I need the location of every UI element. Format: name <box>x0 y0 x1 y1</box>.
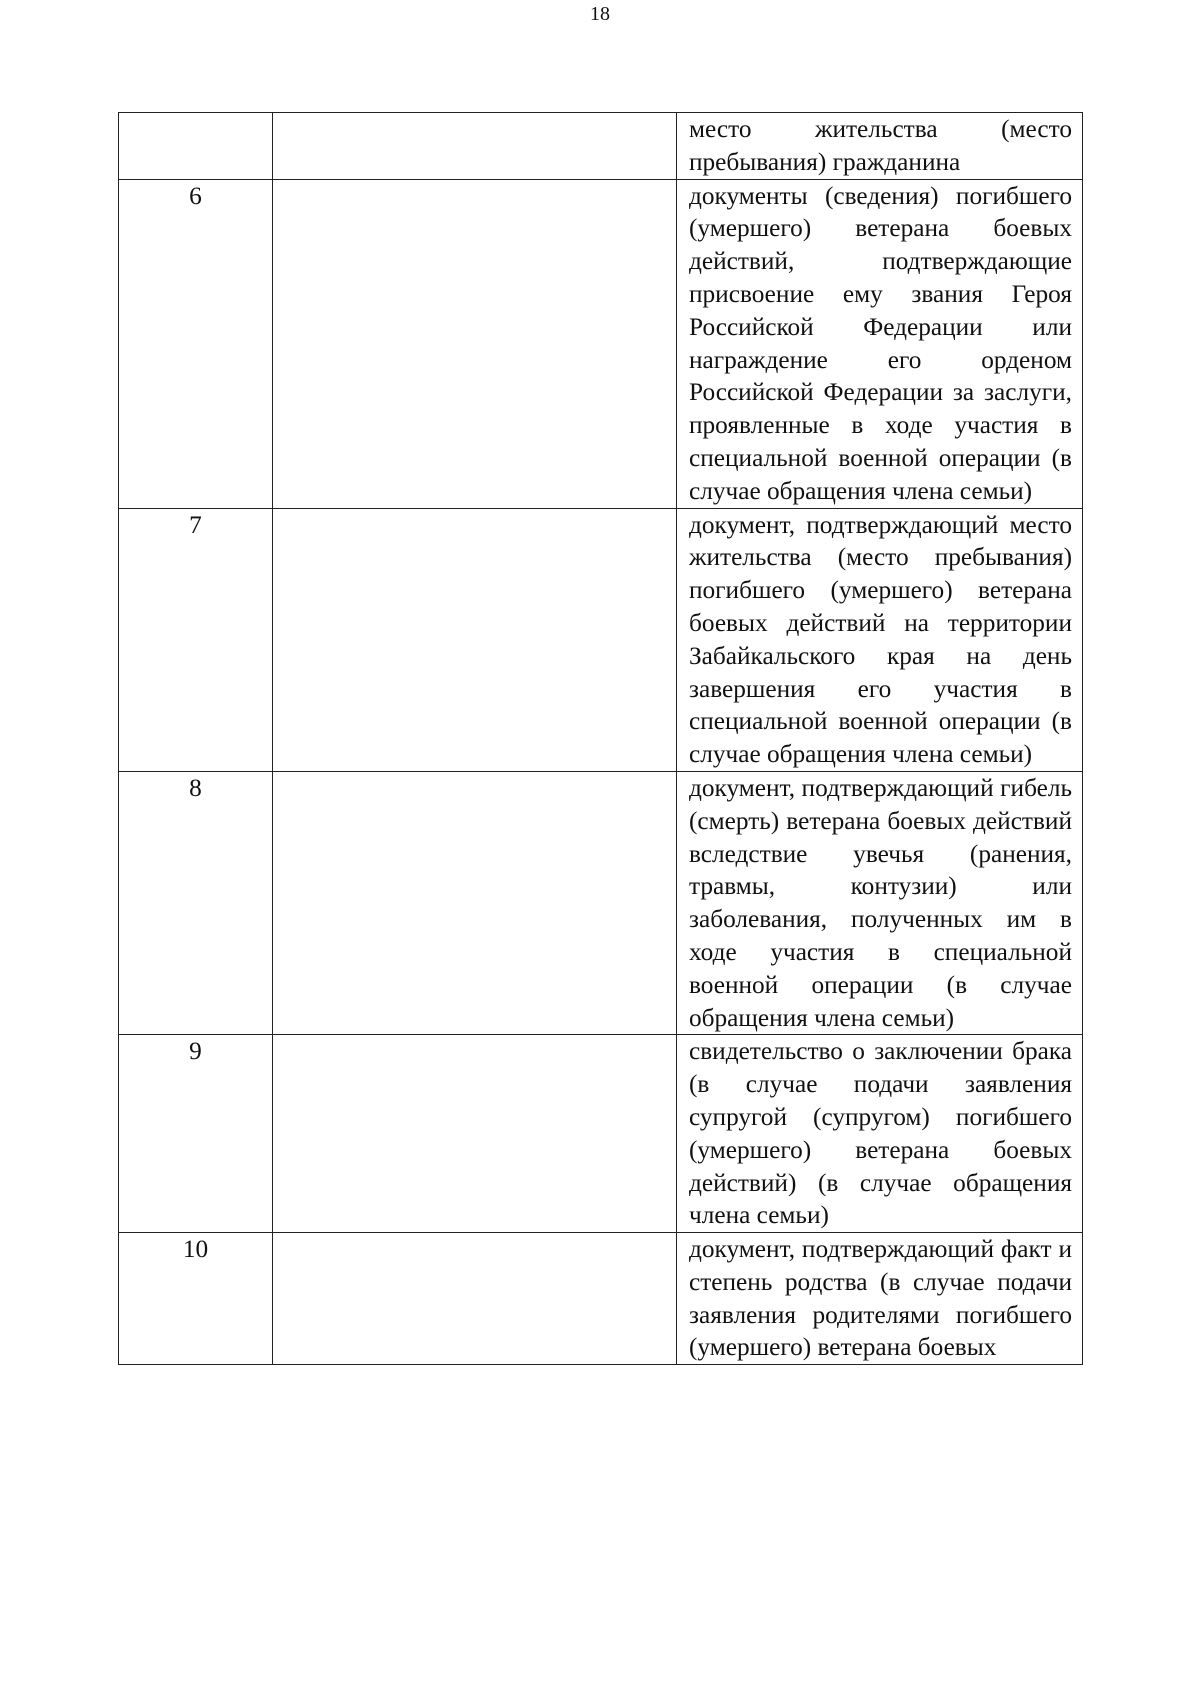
row-middle-cell <box>273 1233 677 1365</box>
row-document-text: место жительства (место пребывания) гражданина <box>689 115 1072 176</box>
row-middle-cell <box>273 179 677 508</box>
row-number: 6 <box>119 179 273 508</box>
table-row <box>119 771 1083 1034</box>
row-number <box>119 113 273 180</box>
row-document-cell <box>677 1233 1083 1365</box>
table-row <box>119 1035 1083 1233</box>
row-middle-cell <box>273 771 677 1034</box>
row-middle-cell <box>273 113 677 180</box>
row-document-text: свидетельство о заключении брака (в случае подачи заявления супругой (супругом) погибшего (умершего) ветерана боевых действий) (в случае обращения члена семьи) <box>689 1037 1072 1230</box>
row-middle-cell <box>273 508 677 771</box>
row-number: 10 <box>119 1233 273 1365</box>
table-row <box>119 179 1083 508</box>
table-row <box>119 508 1083 771</box>
row-document-cell <box>677 771 1083 1034</box>
row-document-cell <box>677 179 1083 508</box>
row-number: 9 <box>119 1035 273 1233</box>
page-number: 18 <box>590 3 610 25</box>
row-document-cell <box>677 508 1083 771</box>
documents-table <box>118 112 1083 1365</box>
row-document-text: документ, подтверждающий факт и степень родства (в случае подачи заявления родителями погибшего (умершего) ветерана боевых <box>689 1235 1072 1362</box>
row-number: 8 <box>119 771 273 1034</box>
row-document-text: документы (сведения) погибшего (умершего) ветерана боевых действий, подтверждающие присвоение ему звания Героя Российской Федерации или награждение его орденом Российской Федерации за заслуги, проявленные в ходе участия в специальной военной операции (в случае обращения члена семьи) <box>689 181 1072 505</box>
table-row <box>119 113 1083 180</box>
row-middle-cell <box>273 1035 677 1233</box>
row-document-text: документ, подтверждающий гибель (смерть) ветерана боевых действий вследствие увечья (ранения, травмы, контузии) или заболевания, полученных им в ходе участия в специальной военной операции (в случае обращения члена семьи) <box>689 773 1072 1032</box>
row-document-cell <box>677 113 1083 180</box>
table-row <box>119 1233 1083 1365</box>
row-number: 7 <box>119 508 273 771</box>
row-document-cell <box>677 1035 1083 1233</box>
row-document-text: документ, подтверждающий место жительства (место пребывания) погибшего (умершего) ветерана боевых действий на территории Забайкальского края на день завершения его участия в специальной военной операции (в случае обращения члена семьи) <box>689 510 1072 769</box>
